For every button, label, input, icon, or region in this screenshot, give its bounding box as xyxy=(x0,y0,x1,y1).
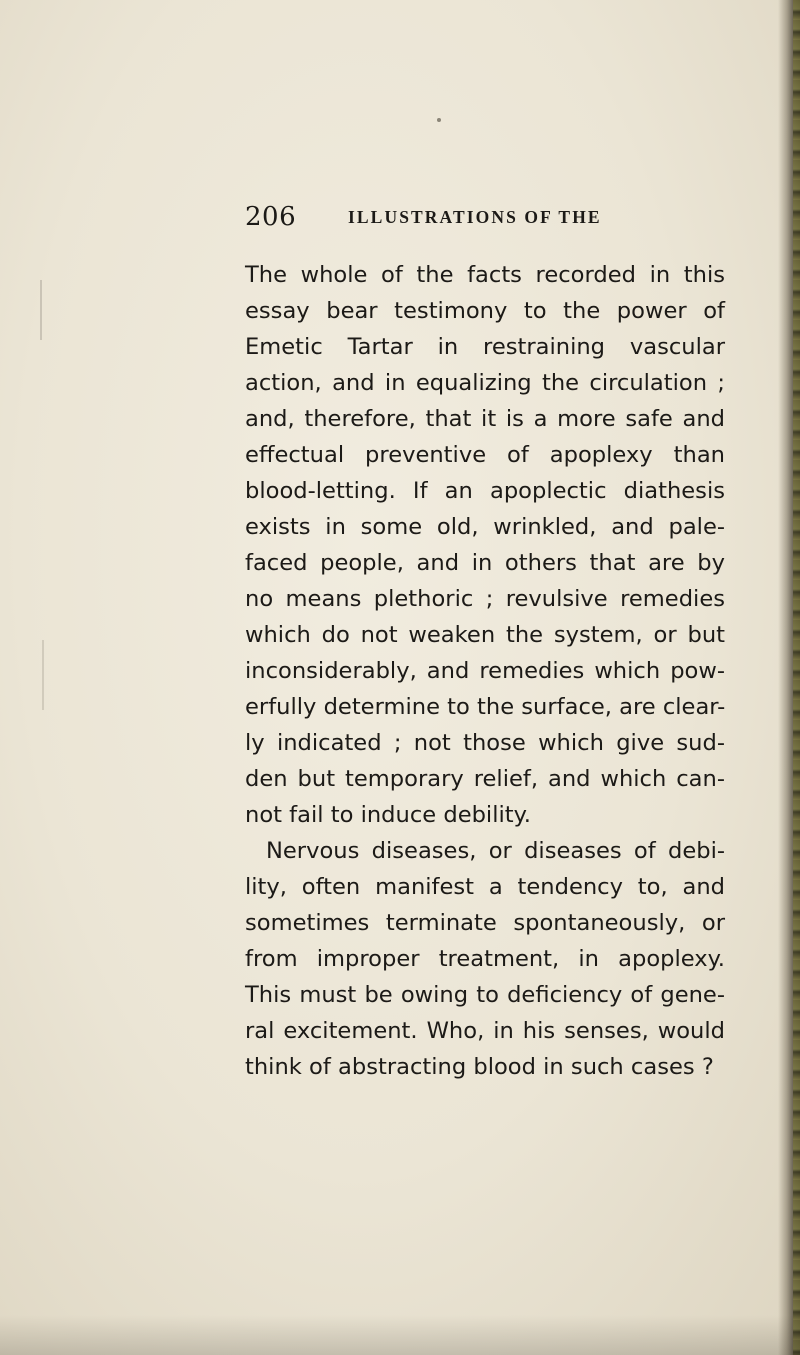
text-line: think of abstracting blood in such cases ? xyxy=(245,1054,714,1080)
text-line: ral excitement. Who, in his senses, would xyxy=(245,1018,725,1044)
text-line: lity, often manifest a tendency to, and xyxy=(245,874,725,900)
paragraph-2 xyxy=(245,833,725,1085)
ink-speck xyxy=(437,118,441,122)
text-line: erfully determine to the surface, are clear- xyxy=(245,694,726,720)
text-line: exists in some old, wrinkled, and pale- xyxy=(245,514,725,540)
text-line: which do not weaken the system, or but xyxy=(245,622,725,648)
running-head: ILLUSTRATIONS OF THE xyxy=(348,207,602,227)
text-line: Emetic Tartar in restraining vascular xyxy=(245,334,725,360)
text-line: faced people, and in others that are by xyxy=(245,550,725,576)
text-line: This must be owing to deficiency of gene- xyxy=(245,982,725,1008)
text-line: The whole of the facts recorded in this xyxy=(245,262,725,288)
text-line: den but temporary relief, and which can- xyxy=(245,766,725,792)
page-number: 206 xyxy=(245,202,297,232)
margin-mark xyxy=(42,640,44,710)
text-line: Nervous diseases, or diseases of debi- xyxy=(266,838,725,864)
text-line: essay bear testimony to the power of xyxy=(245,298,725,324)
text-line: inconsiderably, and remedies which pow- xyxy=(245,658,725,684)
page-bottom-shadow xyxy=(0,1315,800,1355)
text-line: sometimes terminate spontaneously, or xyxy=(245,910,725,936)
body-text xyxy=(245,257,725,1085)
page-header xyxy=(245,202,755,238)
text-line: from improper treatment, in apoplexy. xyxy=(245,946,725,972)
text-line: and, therefore, that it is a more safe and xyxy=(245,406,725,432)
text-line: no means plethoric ; revulsive remedies xyxy=(245,586,725,612)
book-binding-edge xyxy=(778,0,800,1355)
paragraph-1 xyxy=(245,257,725,833)
text-line: effectual preventive of apoplexy than xyxy=(245,442,725,468)
text-line: not fail to induce debility. xyxy=(245,802,531,828)
text-line: ly indicated ; not those which give sud- xyxy=(245,730,725,756)
margin-mark xyxy=(40,280,42,340)
text-line: action, and in equalizing the circulation ; xyxy=(245,370,725,396)
text-line: blood-letting. If an apoplectic diathesis xyxy=(245,478,725,504)
